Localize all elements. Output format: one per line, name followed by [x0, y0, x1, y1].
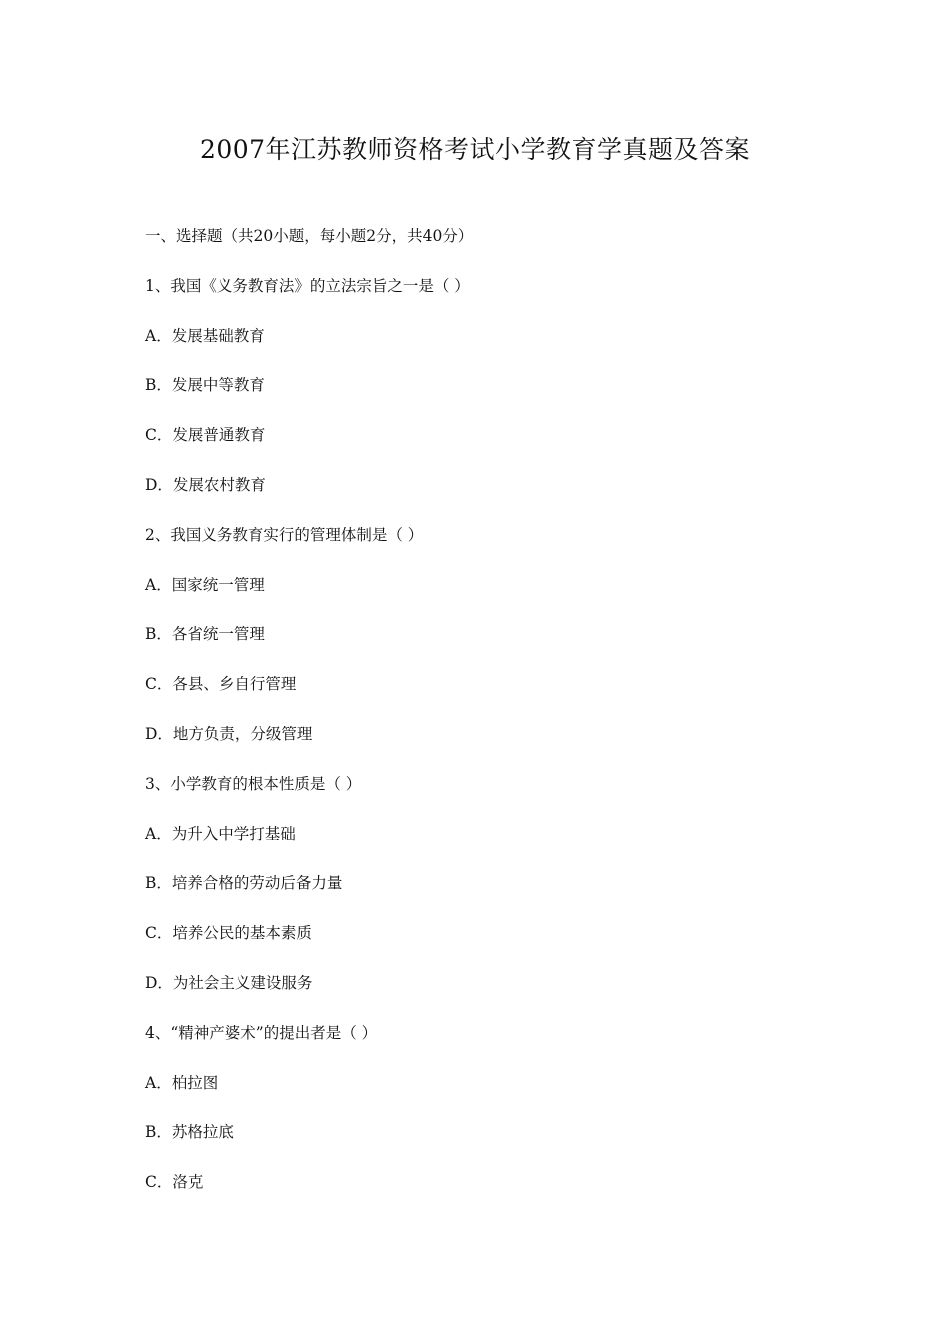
- answer-option: C．各县、乡自行管理: [145, 675, 297, 694]
- answer-option: A．柏拉图: [145, 1073, 219, 1092]
- answer-option: A．国家统一管理: [145, 575, 265, 594]
- question-stem: 3、小学教育的根本性质是（ ）: [145, 774, 362, 793]
- answer-option: D．发展农村教育: [145, 475, 266, 494]
- answer-option: D．地方负责，分级管理: [145, 724, 313, 743]
- question-stem: 4、“精神产婆术”的提出者是（ ）: [145, 1023, 378, 1042]
- answer-option: B．苏格拉底: [145, 1123, 234, 1142]
- answer-option: C．洛克: [145, 1173, 204, 1192]
- answer-option: A．为升入中学打基础: [145, 824, 296, 843]
- answer-option: A．发展基础教育: [145, 326, 265, 345]
- section-heading: 一、选择题（共20小题，每小题2分，共40分）: [145, 227, 474, 245]
- answer-option: D．为社会主义建设服务: [145, 973, 313, 992]
- document-title: 2007年江苏教师资格考试小学教育学真题及答案: [199, 135, 751, 164]
- answer-option: C．发展普通教育: [145, 426, 266, 445]
- exam-content: [145, 224, 845, 1220]
- question-stem: 1、我国《义务教育法》的立法宗旨之一是（ ）: [145, 276, 470, 295]
- answer-option: B．培养合格的劳动后备力量: [145, 874, 343, 893]
- question-stem: 2、我国义务教育实行的管理体制是（ ）: [145, 525, 424, 544]
- answer-option: C．培养公民的基本素质: [145, 924, 312, 943]
- answer-option: B．各省统一管理: [145, 625, 265, 644]
- answer-option: B．发展中等教育: [145, 376, 265, 395]
